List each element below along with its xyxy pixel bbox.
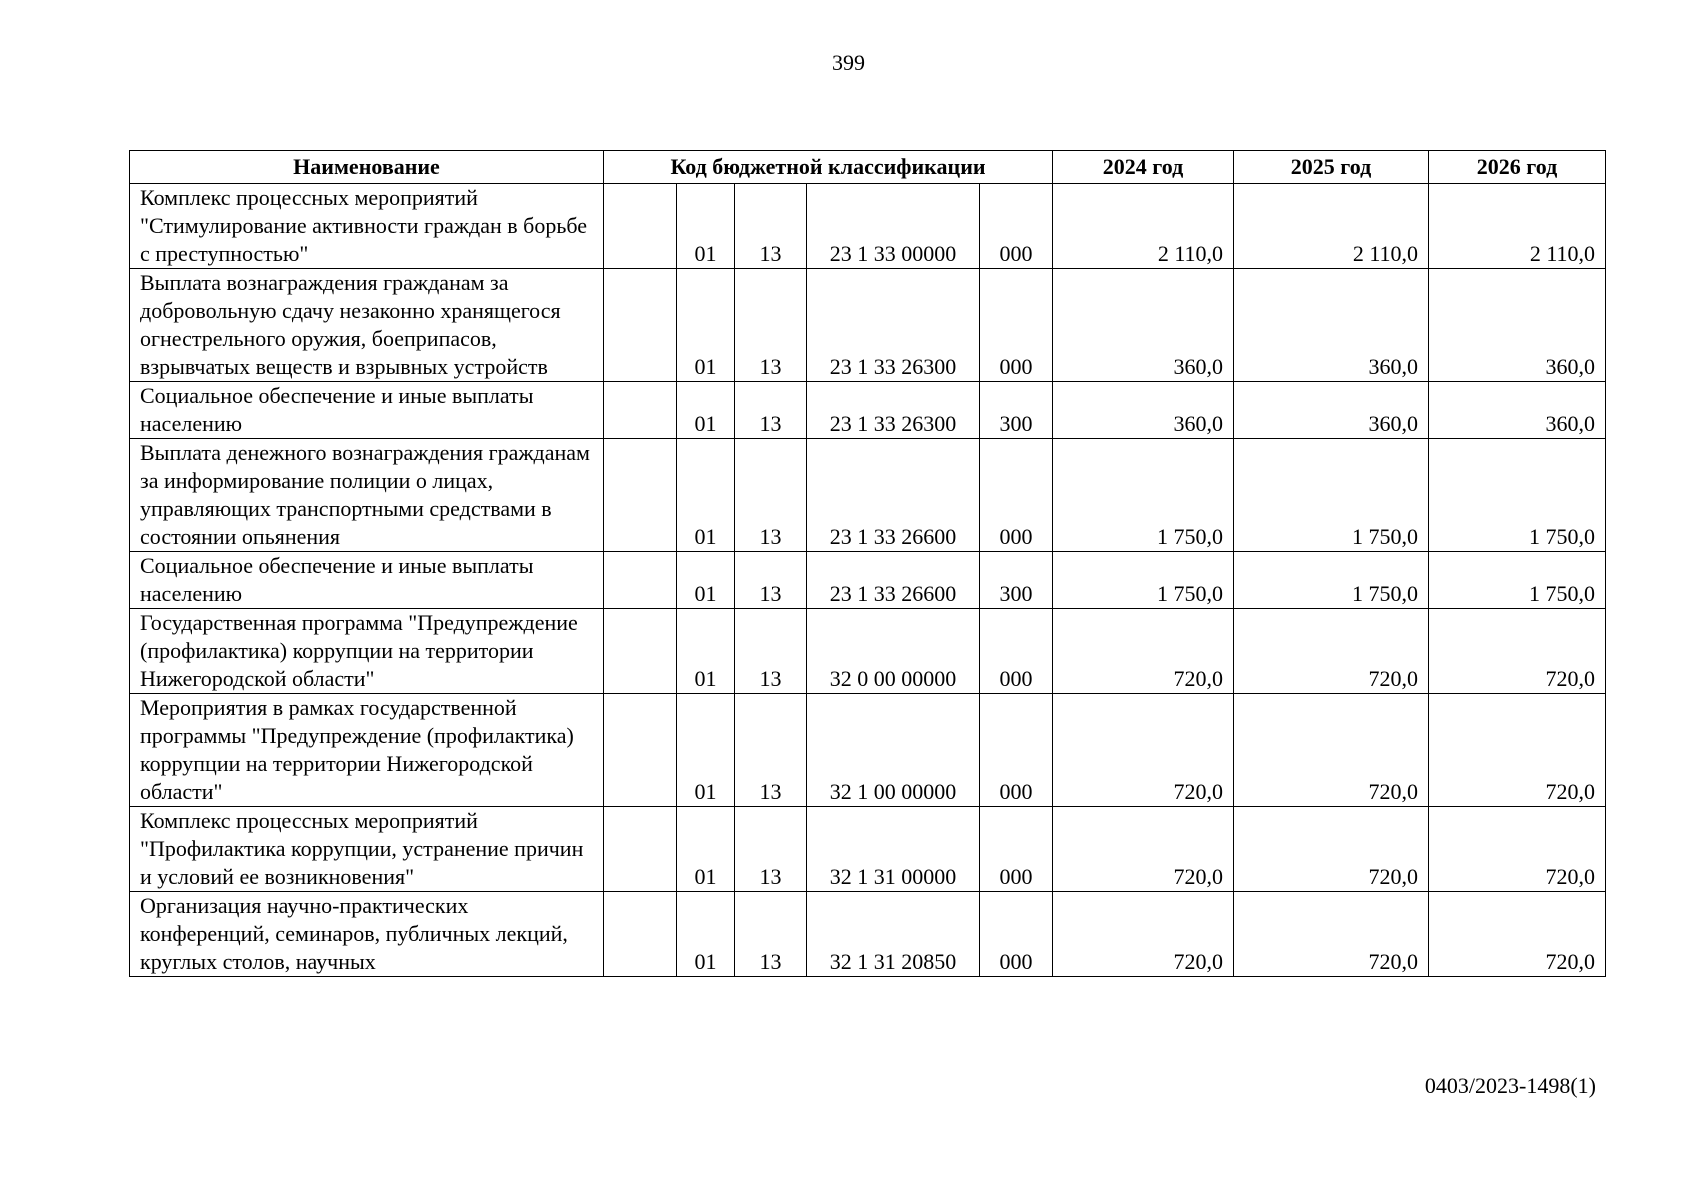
row-amount-2024: 1 750,0: [1053, 552, 1234, 609]
row-target-code: 32 0 00 00000: [807, 609, 980, 694]
header-2024: 2024 год: [1053, 151, 1234, 184]
row-amount-2026: 720,0: [1429, 807, 1606, 892]
header-budget-code: Код бюджетной классификации: [604, 151, 1053, 184]
row-target-code: 32 1 00 00000: [807, 694, 980, 807]
table-row: [130, 382, 1606, 439]
row-subsection-code: 13: [735, 439, 807, 552]
row-amount-2024: 360,0: [1053, 269, 1234, 382]
row-amount-2025: 720,0: [1234, 807, 1429, 892]
row-blank-code: [604, 439, 677, 552]
row-blank-code: [604, 694, 677, 807]
header-name: Наименование: [130, 151, 604, 184]
row-target-code: 23 1 33 26600: [807, 439, 980, 552]
row-amount-2025: 360,0: [1234, 382, 1429, 439]
row-amount-2025: 720,0: [1234, 609, 1429, 694]
row-name: Мероприятия в рамках государственной программы "Предупреждение (профилактика) коррупции на территории Нижегородской области": [130, 694, 604, 807]
row-target-code: 23 1 33 26600: [807, 552, 980, 609]
header-2026: 2026 год: [1429, 151, 1606, 184]
budget-table: [129, 150, 1606, 977]
row-amount-2026: 720,0: [1429, 609, 1606, 694]
header-2025: 2025 год: [1234, 151, 1429, 184]
row-amount-2026: 2 110,0: [1429, 184, 1606, 269]
table-header-row: [130, 151, 1606, 184]
row-amount-2025: 720,0: [1234, 694, 1429, 807]
row-target-code: 23 1 33 00000: [807, 184, 980, 269]
row-expense-code: 000: [980, 269, 1053, 382]
row-amount-2024: 1 750,0: [1053, 439, 1234, 552]
row-amount-2026: 360,0: [1429, 269, 1606, 382]
row-subsection-code: 13: [735, 382, 807, 439]
row-subsection-code: 13: [735, 609, 807, 694]
row-section-code: 01: [677, 552, 735, 609]
row-name: Выплата денежного вознаграждения гражданам за информирование полиции о лицах, управляющих транспортными средствами в состоянии опьянения: [130, 439, 604, 552]
row-amount-2024: 720,0: [1053, 892, 1234, 977]
row-name: Комплекс процессных мероприятий "Стимулирование активности граждан в борьбе с преступностью": [130, 184, 604, 269]
row-amount-2024: 720,0: [1053, 609, 1234, 694]
row-expense-code: 000: [980, 694, 1053, 807]
row-amount-2025: 360,0: [1234, 269, 1429, 382]
row-target-code: 32 1 31 20850: [807, 892, 980, 977]
row-blank-code: [604, 609, 677, 694]
table-row: [130, 184, 1606, 269]
row-amount-2026: 1 750,0: [1429, 552, 1606, 609]
row-section-code: 01: [677, 694, 735, 807]
table-row: [130, 552, 1606, 609]
row-amount-2024: 720,0: [1053, 694, 1234, 807]
row-amount-2026: 720,0: [1429, 892, 1606, 977]
table-row: [130, 439, 1606, 552]
row-section-code: 01: [677, 382, 735, 439]
row-expense-code: 000: [980, 807, 1053, 892]
document-id: 0403/2023-1498(1): [1424, 1073, 1596, 1098]
row-blank-code: [604, 269, 677, 382]
row-target-code: 23 1 33 26300: [807, 382, 980, 439]
row-target-code: 23 1 33 26300: [807, 269, 980, 382]
row-subsection-code: 13: [735, 694, 807, 807]
row-target-code: 32 1 31 00000: [807, 807, 980, 892]
page-number: 399: [832, 50, 865, 75]
row-section-code: 01: [677, 269, 735, 382]
row-amount-2025: 720,0: [1234, 892, 1429, 977]
row-blank-code: [604, 184, 677, 269]
row-blank-code: [604, 892, 677, 977]
row-section-code: 01: [677, 807, 735, 892]
table-row: [130, 892, 1606, 977]
row-expense-code: 000: [980, 892, 1053, 977]
row-amount-2026: 1 750,0: [1429, 439, 1606, 552]
row-name: Выплата вознаграждения гражданам за добровольную сдачу незаконно хранящегося огнестрельного оружия, боеприпасов, взрывчатых веществ и взрывных устройств: [130, 269, 604, 382]
table-row: [130, 609, 1606, 694]
row-blank-code: [604, 807, 677, 892]
row-subsection-code: 13: [735, 892, 807, 977]
row-subsection-code: 13: [735, 807, 807, 892]
row-section-code: 01: [677, 609, 735, 694]
row-amount-2024: 360,0: [1053, 382, 1234, 439]
row-amount-2024: 720,0: [1053, 807, 1234, 892]
row-amount-2025: 2 110,0: [1234, 184, 1429, 269]
table-row: [130, 694, 1606, 807]
row-amount-2024: 2 110,0: [1053, 184, 1234, 269]
row-amount-2025: 1 750,0: [1234, 552, 1429, 609]
row-name: Организация научно-практических конференций, семинаров, публичных лекций, круглых столов, научных: [130, 892, 604, 977]
row-name: Социальное обеспечение и иные выплаты населению: [130, 552, 604, 609]
row-expense-code: 300: [980, 382, 1053, 439]
row-subsection-code: 13: [735, 184, 807, 269]
row-amount-2025: 1 750,0: [1234, 439, 1429, 552]
row-blank-code: [604, 382, 677, 439]
row-blank-code: [604, 552, 677, 609]
row-name: Социальное обеспечение и иные выплаты населению: [130, 382, 604, 439]
row-amount-2026: 720,0: [1429, 694, 1606, 807]
row-section-code: 01: [677, 892, 735, 977]
row-name: Комплекс процессных мероприятий "Профилактика коррупции, устранение причин и условий ее возникновения": [130, 807, 604, 892]
row-expense-code: 000: [980, 439, 1053, 552]
row-expense-code: 000: [980, 609, 1053, 694]
table-row: [130, 269, 1606, 382]
row-subsection-code: 13: [735, 269, 807, 382]
table-row: [130, 807, 1606, 892]
table-body: [130, 184, 1606, 977]
row-section-code: 01: [677, 439, 735, 552]
row-expense-code: 000: [980, 184, 1053, 269]
row-section-code: 01: [677, 184, 735, 269]
row-name: Государственная программа "Предупреждение (профилактика) коррупции на территории Нижегородской области": [130, 609, 604, 694]
row-subsection-code: 13: [735, 552, 807, 609]
row-amount-2026: 360,0: [1429, 382, 1606, 439]
row-expense-code: 300: [980, 552, 1053, 609]
